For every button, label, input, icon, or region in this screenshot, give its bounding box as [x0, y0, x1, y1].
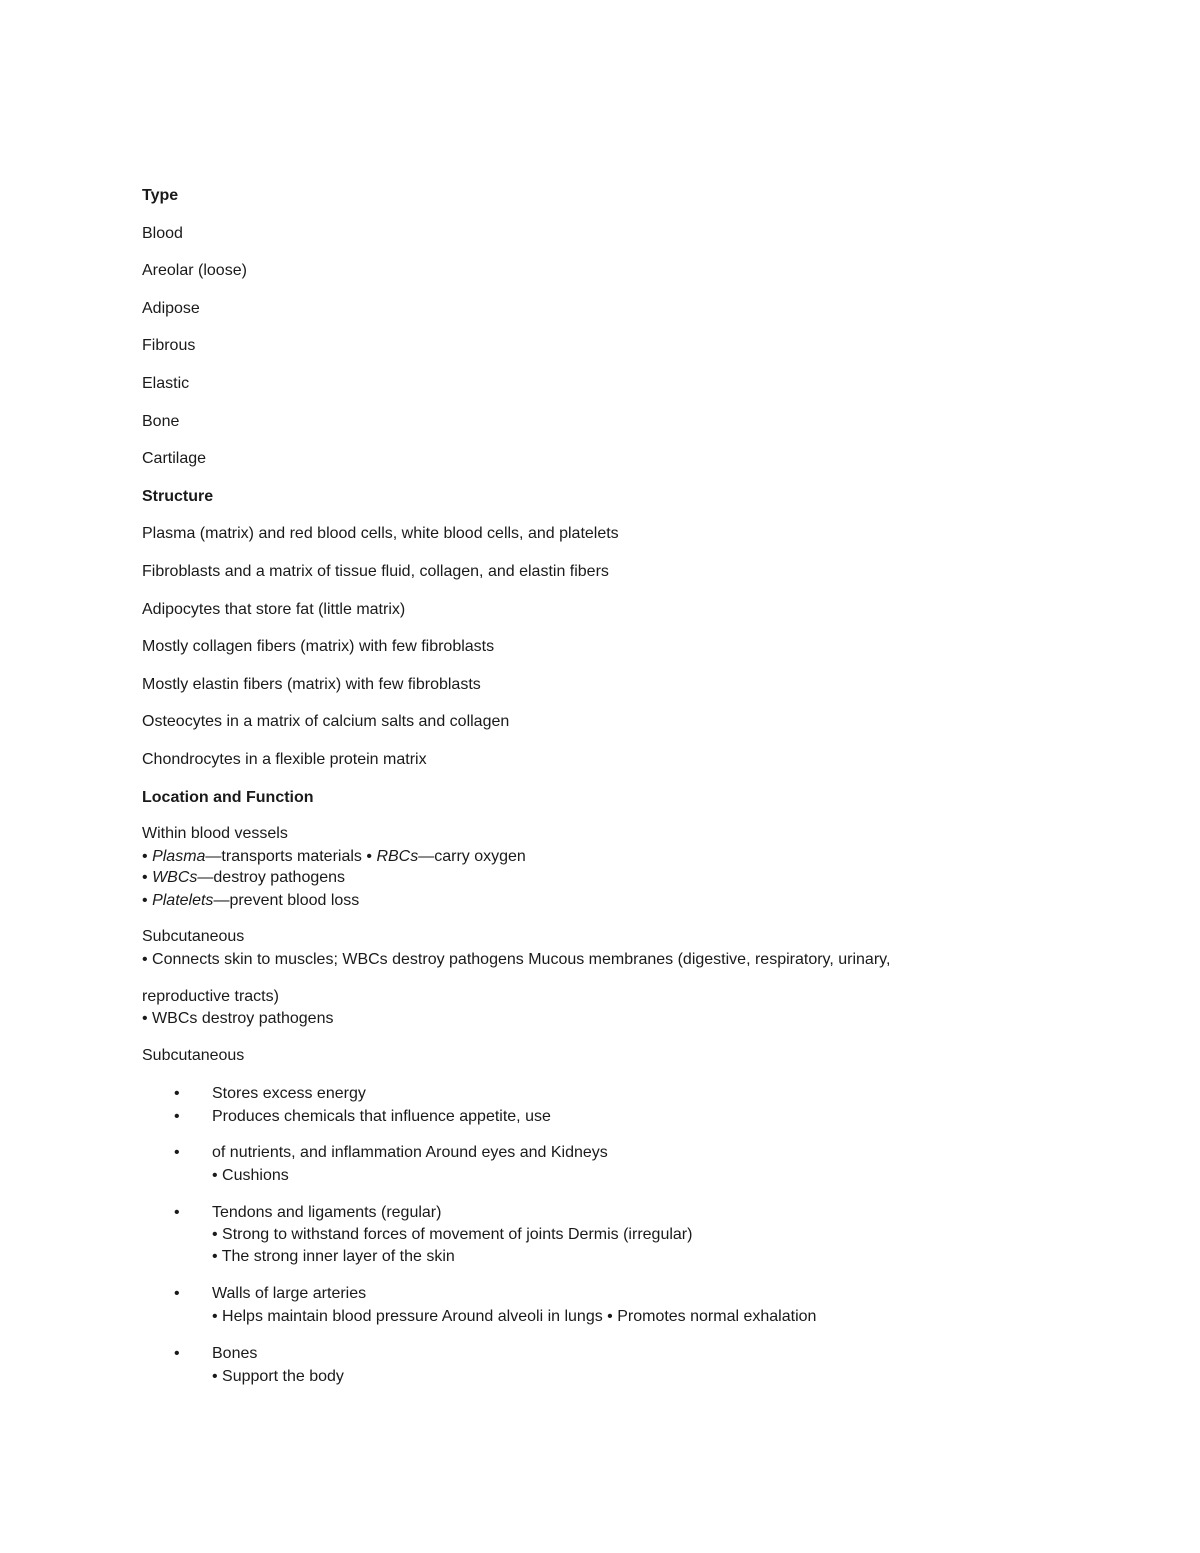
- rbc-term: RBCs: [376, 848, 419, 865]
- list-bullet: •: [174, 1345, 180, 1362]
- type-item-cartilage: Cartilage: [142, 450, 207, 467]
- blood-function-line-2: [142, 868, 345, 888]
- type-item-blood: Blood: [142, 225, 183, 242]
- blood-function-line-3: [142, 891, 359, 911]
- type-item-adipose: Adipose: [142, 300, 200, 317]
- list-item: Produces chemicals that influence appetite, use: [212, 1108, 551, 1125]
- structure-item-cartilage: Chondrocytes in a flexible protein matrix: [142, 751, 427, 768]
- blood-function-line-1: [142, 847, 526, 867]
- list-subitem: • Cushions: [212, 1167, 289, 1184]
- type-item-areolar: Areolar (loose): [142, 262, 247, 279]
- list-subitem: • Support the body: [212, 1368, 344, 1385]
- rbc-desc: —carry oxygen: [418, 848, 526, 865]
- list-item: of nutrients, and inflammation Around eyes and Kidneys: [212, 1144, 608, 1161]
- list-bullet: •: [174, 1085, 180, 1102]
- areolar-location-title: Subcutaneous: [142, 928, 245, 945]
- structure-heading: Structure: [142, 488, 214, 505]
- location-heading: Location and Function: [142, 789, 314, 806]
- structure-item-areolar: Fibroblasts and a matrix of tissue fluid, collagen, and elastin fibers: [142, 563, 609, 580]
- type-item-elastic: Elastic: [142, 375, 190, 392]
- adipose-location-title: Subcutaneous: [142, 1047, 245, 1064]
- bullet: •: [366, 848, 372, 865]
- platelets-term: Platelets: [152, 892, 214, 909]
- list-bullet: •: [174, 1144, 180, 1161]
- bullet: •: [142, 848, 148, 865]
- areolar-function-line-1: • Connects skin to muscles; WBCs destroy pathogens Mucous membranes (digestive, respiratory, urinary,: [142, 951, 891, 968]
- areolar-function-line-2: reproductive tracts): [142, 988, 279, 1005]
- list-item: Tendons and ligaments (regular): [212, 1204, 442, 1221]
- list-item: Stores excess energy: [212, 1085, 366, 1102]
- list-subitem: • Strong to withstand forces of movement of joints Dermis (irregular): [212, 1226, 693, 1243]
- list-subitem: • Helps maintain blood pressure Around alveoli in lungs • Promotes normal exhalation: [212, 1308, 817, 1325]
- structure-item-blood: Plasma (matrix) and red blood cells, white blood cells, and platelets: [142, 525, 619, 542]
- list-bullet: •: [174, 1108, 180, 1125]
- bullet: •: [142, 892, 148, 909]
- plasma-desc: —transports materials: [205, 848, 362, 865]
- wbc-term: WBCs: [152, 869, 198, 886]
- type-item-bone: Bone: [142, 413, 180, 430]
- wbc-desc: —destroy pathogens: [197, 869, 346, 886]
- bullet: •: [142, 869, 148, 886]
- type-heading: Type: [142, 187, 179, 204]
- list-item: Walls of large arteries: [212, 1285, 367, 1302]
- list-bullet: •: [174, 1204, 180, 1221]
- structure-item-elastic: Mostly elastin fibers (matrix) with few fibroblasts: [142, 676, 481, 693]
- type-item-fibrous: Fibrous: [142, 337, 196, 354]
- list-item: Bones: [212, 1345, 258, 1362]
- list-subitem: • The strong inner layer of the skin: [212, 1248, 455, 1265]
- blood-location-title: Within blood vessels: [142, 825, 288, 842]
- platelets-desc: —prevent blood loss: [213, 892, 360, 909]
- list-bullet: •: [174, 1285, 180, 1302]
- structure-item-adipose: Adipocytes that store fat (little matrix): [142, 601, 406, 618]
- plasma-term: Plasma: [152, 848, 206, 865]
- structure-item-bone: Osteocytes in a matrix of calcium salts and collagen: [142, 713, 510, 730]
- structure-item-fibrous: Mostly collagen fibers (matrix) with few fibroblasts: [142, 638, 495, 655]
- areolar-function-line-3: • WBCs destroy pathogens: [142, 1010, 334, 1027]
